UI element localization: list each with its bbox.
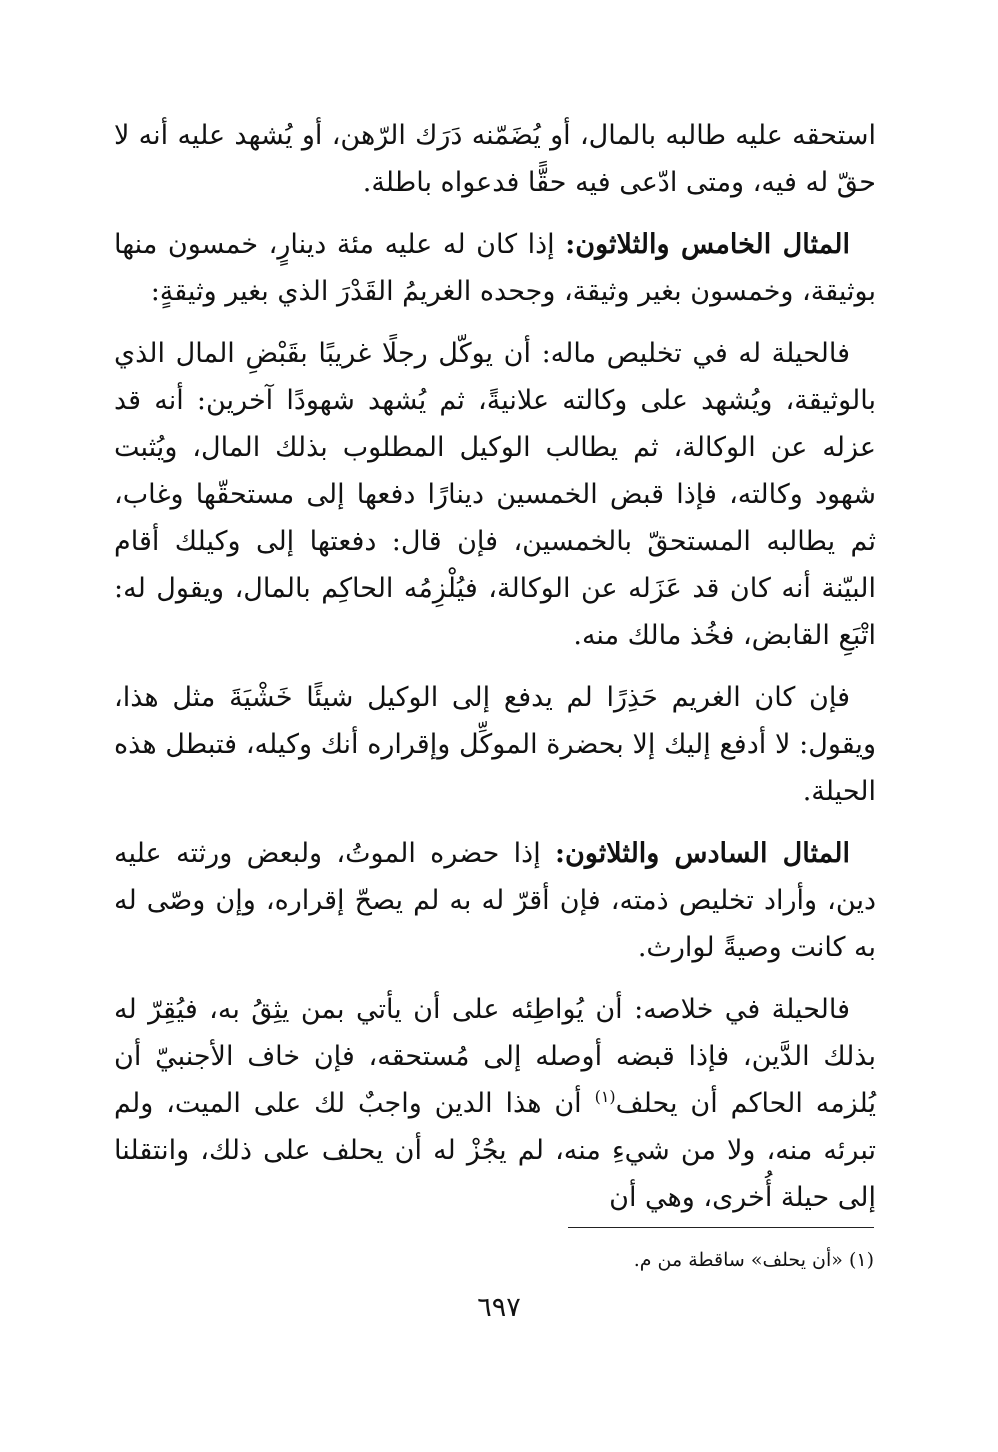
text-line: وأراد تخليص ذمته، فإن أقرّ له به لم يصحّ إقراره، وإن وصّى له به كانت	[114, 885, 876, 963]
text-line: قبض الخمسين دينارًا دفعها إلى مستحقّها وغاب، ثم يطالبه المستحقّ	[114, 479, 876, 557]
text-line: بالخمسين، فإن قال: دفعتها إلى وكيلك أقام البيّنة أنه كان قد عَزَله عن	[114, 526, 876, 604]
text-line: إذا حضره الموتُ، ولبعض ورثته عليه دين،	[114, 838, 876, 916]
main-text	[114, 112, 876, 1221]
text-line: بالوثيقة، ويُشهد على وكالته علانيةً، ثم يُشهد شهودًا آخرين: أنه قد عزله عن	[114, 385, 876, 463]
footnote-reference[interactable]: (١)	[594, 1087, 616, 1106]
example-heading: المثال الخامس والثلاثون:	[565, 229, 850, 260]
footnote-text: «أن يحلف» ساقطة من م.	[633, 1249, 843, 1271]
text-line: الدَّين، فإذا قبضه أوصله إلى مُستحقه، فإن خاف الأجنبيّ أن يُلزمه الحاكم	[114, 1041, 877, 1119]
paragraph-4	[114, 674, 876, 815]
text-line: إذا كان له عليه مئة دينارٍ، خمسون منها	[114, 229, 566, 260]
text-line: أن هذا الدين واجبٌ لك على الميت، ولم تبرئه منه، ولا من	[114, 1088, 876, 1166]
text-line: شيءِ منه، لم يجُزْ له أن يحلف على ذلك، وانتقلنا إلى حيلة أُخرى، وهي أن	[114, 1135, 876, 1213]
text-line: فالحيلة في خلاصه: أن يُواطِئه على أن يأتي بمن يثِقُ به، فيُقِرّ له بذلك	[114, 994, 876, 1072]
footnote-divider	[568, 1227, 874, 1228]
paragraph-1	[114, 112, 876, 206]
text-line: فالحيلة له في تخليص ماله: أن يوكّل رجلًا غريبًا بقَبْضِ المال الذي	[114, 338, 850, 369]
paragraph-2	[114, 221, 876, 315]
text-line: فإن كان الغريم حَذِرًا لم يدفع إلى الوكيل شيئًا خَشْيَةَ مثل هذا، ويقول:	[114, 682, 876, 760]
text-line: بوثيقة، وخمسون بغير وثيقة، وجحده الغريمُ القَدْرَ الذي بغير وثيقةٍ:	[150, 276, 876, 307]
text-line: الوكالة، ثم يطالب الوكيل المطلوب بذلك المال، ويُثبت شهود وكالته، فإذا	[114, 432, 876, 510]
paragraph-5	[114, 830, 876, 971]
text-line: أن يحلف	[615, 1088, 718, 1119]
text-line: فيه، ومتى ادّعى فيه حقًّا فدعواه باطلة.	[362, 167, 797, 198]
text-line: استحقه عليه طالبه بالمال، أو يُضَمّنه دَرَك الرّهن، أو يُشهد عليه أنه لا حقّ له	[114, 120, 876, 198]
text-line: وصيةً لوارث.	[637, 932, 782, 963]
paragraph-3	[114, 330, 876, 659]
example-heading: المثال السادس والثلاثون:	[555, 838, 850, 869]
footnote	[174, 1247, 874, 1273]
paragraph-6	[114, 986, 876, 1221]
text-line: الوكالة، فيُلْزِمُه الحاكِم بالمال، ويقول له: اتْبَعِ القابض، فخُذ مالك منه.	[114, 573, 876, 651]
footnote-number: (١)	[848, 1249, 874, 1271]
page-number: ٦٩٧	[477, 1292, 521, 1323]
text-line: لا أدفع إليك إلا بحضرة الموكِّل وإقراره أنك وكيله، فتبطل هذه الحيلة.	[114, 729, 876, 807]
